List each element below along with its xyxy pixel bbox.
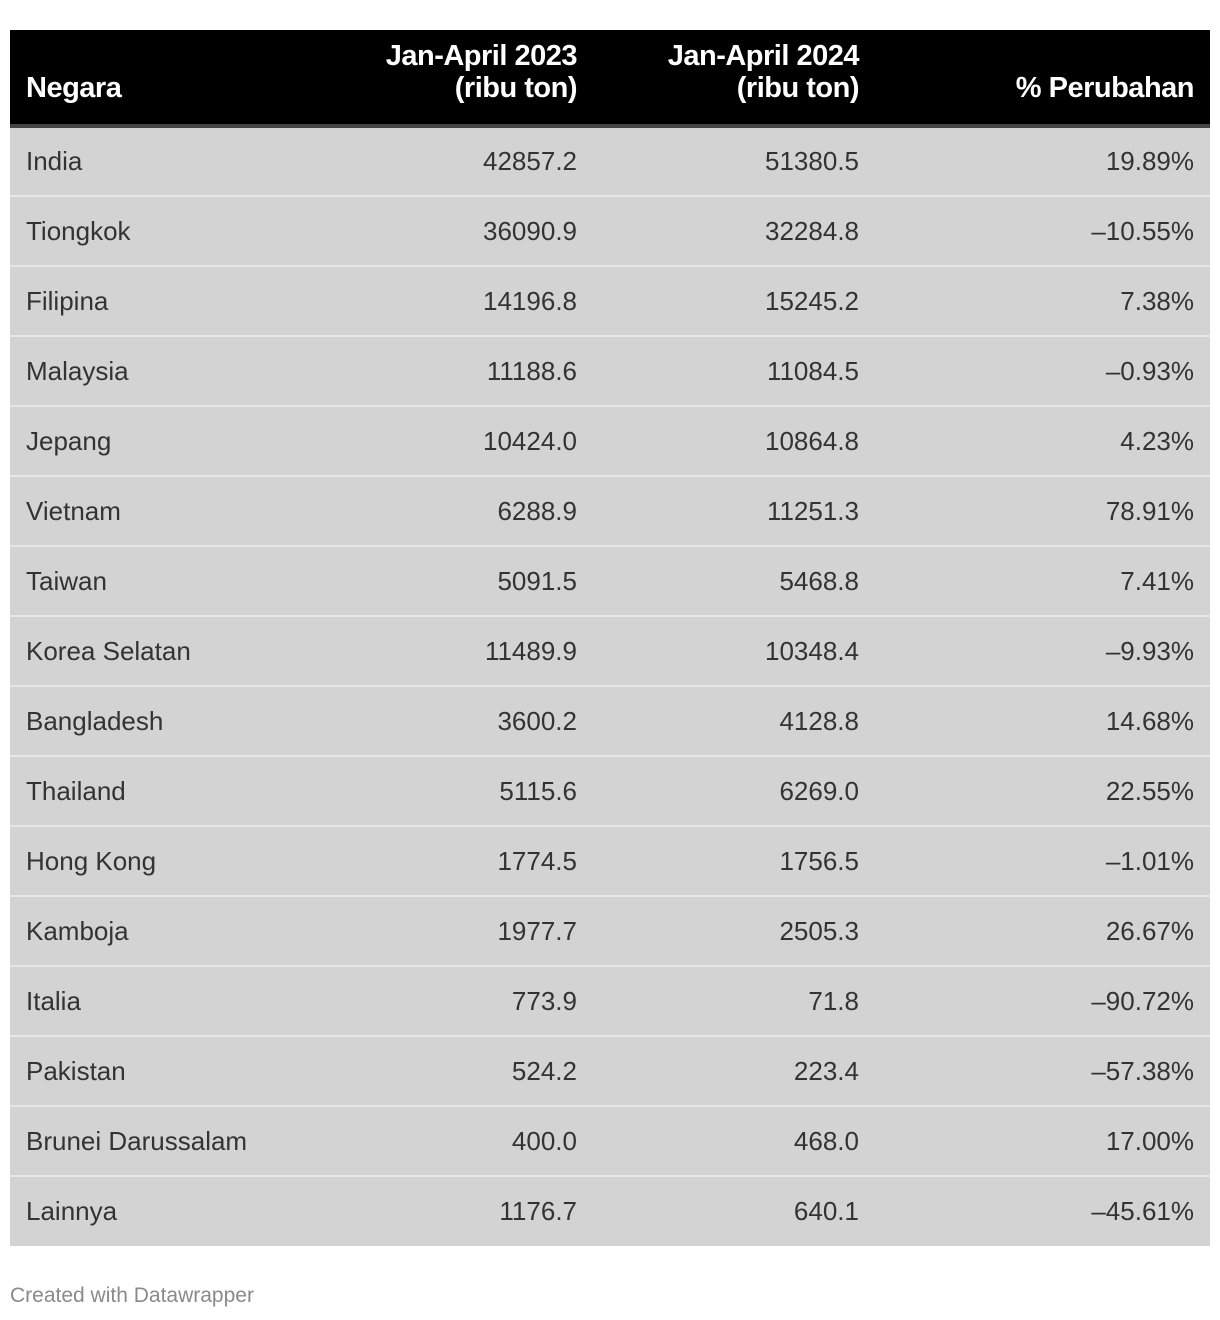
cell-value-2024: 6269.0 bbox=[593, 756, 875, 826]
cell-value-2023: 11188.6 bbox=[310, 336, 593, 406]
cell-value-2024: 10348.4 bbox=[593, 616, 875, 686]
table-row bbox=[10, 546, 1210, 616]
cell-value-2024: 51380.5 bbox=[593, 126, 875, 196]
column-header-change bbox=[875, 30, 1210, 126]
cell-value-2023: 42857.2 bbox=[310, 126, 593, 196]
cell-country: Hong Kong bbox=[10, 826, 310, 896]
cell-country: Italia bbox=[10, 966, 310, 1036]
cell-percent-change: 26.67% bbox=[875, 896, 1210, 966]
cell-country: Pakistan bbox=[10, 1036, 310, 1106]
table-row bbox=[10, 756, 1210, 826]
table-body bbox=[10, 126, 1210, 1246]
header-row bbox=[10, 30, 1210, 126]
table-header bbox=[10, 30, 1210, 126]
cell-value-2024: 2505.3 bbox=[593, 896, 875, 966]
cell-country: Filipina bbox=[10, 266, 310, 336]
cell-value-2024: 468.0 bbox=[593, 1106, 875, 1176]
footer-credit: Created with Datawrapper bbox=[10, 1284, 254, 1307]
cell-country: Taiwan bbox=[10, 546, 310, 616]
cell-value-2023: 524.2 bbox=[310, 1036, 593, 1106]
cell-percent-change: –90.72% bbox=[875, 966, 1210, 1036]
column-header-line: Negara bbox=[26, 72, 122, 104]
table-row bbox=[10, 406, 1210, 476]
cell-percent-change: 22.55% bbox=[875, 756, 1210, 826]
cell-value-2023: 1774.5 bbox=[310, 826, 593, 896]
table-row bbox=[10, 1036, 1210, 1106]
cell-percent-change: 4.23% bbox=[875, 406, 1210, 476]
cell-value-2024: 11084.5 bbox=[593, 336, 875, 406]
column-header-line: % Perubahan bbox=[1015, 72, 1194, 104]
table-row bbox=[10, 1176, 1210, 1246]
cell-value-2024: 15245.2 bbox=[593, 266, 875, 336]
cell-country: Vietnam bbox=[10, 476, 310, 546]
cell-value-2023: 5115.6 bbox=[310, 756, 593, 826]
column-header-line: Jan-April 2024 bbox=[667, 40, 859, 72]
cell-value-2023: 5091.5 bbox=[310, 546, 593, 616]
cell-value-2023: 14196.8 bbox=[310, 266, 593, 336]
column-header-line: (ribu ton) bbox=[454, 72, 577, 104]
cell-value-2023: 11489.9 bbox=[310, 616, 593, 686]
cell-value-2024: 640.1 bbox=[793, 1196, 859, 1226]
cell-country: Tiongkok bbox=[10, 196, 310, 266]
cell-value-2023: 3600.2 bbox=[310, 686, 593, 756]
cell-percent-change: 17.00% bbox=[875, 1106, 1210, 1176]
cell-value-2023: 1176.7 bbox=[499, 1196, 577, 1226]
table-row bbox=[10, 1106, 1210, 1176]
cell-percent-change: 7.41% bbox=[875, 546, 1210, 616]
cell-country: Korea Selatan bbox=[10, 616, 310, 686]
cell-value-2024: 223.4 bbox=[593, 1036, 875, 1106]
table-row bbox=[10, 126, 1210, 196]
cell-country: India bbox=[10, 126, 310, 196]
cell-country: Kamboja bbox=[10, 896, 310, 966]
cell-country: Lainnya bbox=[26, 1196, 118, 1226]
cell-value-2024: 1756.5 bbox=[593, 826, 875, 896]
table-row bbox=[10, 196, 1210, 266]
table-row bbox=[10, 336, 1210, 406]
column-header-2023 bbox=[310, 30, 593, 126]
cell-value-2024: 11251.3 bbox=[593, 476, 875, 546]
cell-percent-change: –10.55% bbox=[875, 196, 1210, 266]
table-row bbox=[10, 686, 1210, 756]
table-row bbox=[10, 266, 1210, 336]
cell-value-2024: 71.8 bbox=[593, 966, 875, 1036]
cell-percent-change: –0.93% bbox=[875, 336, 1210, 406]
column-header-line: Jan-April 2023 bbox=[385, 40, 577, 72]
column-header-country bbox=[10, 30, 310, 126]
column-header-2024 bbox=[593, 30, 875, 126]
cell-country: Jepang bbox=[10, 406, 310, 476]
cell-country: Brunei Darussalam bbox=[10, 1106, 310, 1176]
table-row bbox=[10, 616, 1210, 686]
cell-percent-change: –45.61% bbox=[1091, 1196, 1194, 1226]
cell-percent-change: 7.38% bbox=[875, 266, 1210, 336]
cell-percent-change: –57.38% bbox=[875, 1036, 1210, 1106]
cell-value-2024: 32284.8 bbox=[593, 196, 875, 266]
cell-country: Malaysia bbox=[10, 336, 310, 406]
cell-country: Thailand bbox=[10, 756, 310, 826]
cell-percent-change: 19.89% bbox=[875, 126, 1210, 196]
data-table bbox=[10, 30, 1210, 1246]
cell-percent-change: 78.91% bbox=[875, 476, 1210, 546]
cell-value-2023: 36090.9 bbox=[310, 196, 593, 266]
column-header-line: (ribu ton) bbox=[736, 72, 859, 104]
cell-percent-change: –9.93% bbox=[875, 616, 1210, 686]
cell-value-2024: 10864.8 bbox=[593, 406, 875, 476]
cell-country: Bangladesh bbox=[10, 686, 310, 756]
table-row bbox=[10, 896, 1210, 966]
data-table-container bbox=[10, 30, 1210, 1246]
cell-value-2023: 1977.7 bbox=[310, 896, 593, 966]
cell-value-2024: 4128.8 bbox=[593, 686, 875, 756]
cell-percent-change: 14.68% bbox=[875, 686, 1210, 756]
cell-value-2023: 10424.0 bbox=[310, 406, 593, 476]
cell-value-2023: 6288.9 bbox=[310, 476, 593, 546]
cell-value-2024: 5468.8 bbox=[593, 546, 875, 616]
table-row bbox=[10, 476, 1210, 546]
table-row bbox=[10, 826, 1210, 896]
cell-value-2023: 773.9 bbox=[310, 966, 593, 1036]
cell-percent-change: –1.01% bbox=[875, 826, 1210, 896]
cell-value-2023: 400.0 bbox=[310, 1106, 593, 1176]
table-row bbox=[10, 966, 1210, 1036]
